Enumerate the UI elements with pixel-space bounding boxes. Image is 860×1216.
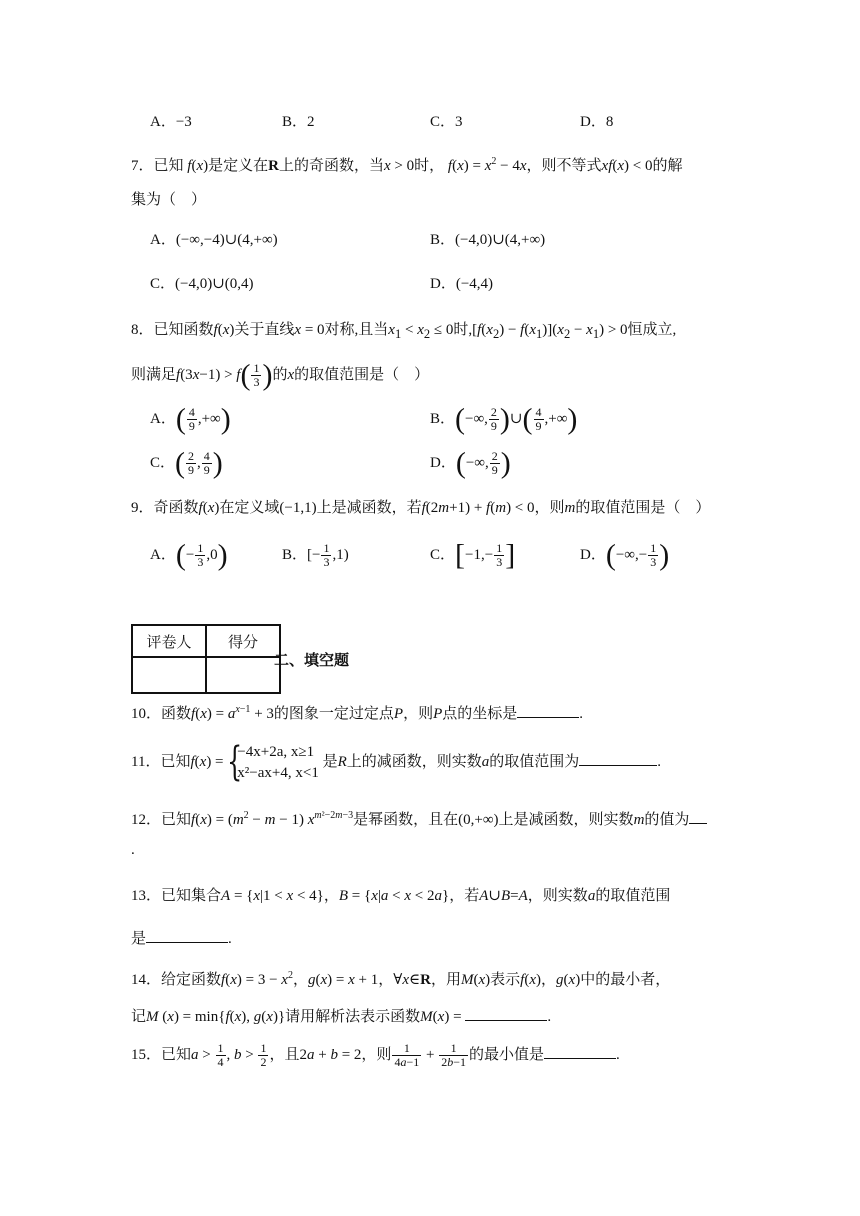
q15-answer-blank[interactable] [544, 1044, 616, 1059]
q12-stem: 12．已知$f(x) = (m^2 - m - 1)$ $x^{m^2-2m-3}$是幂函数，且在(0,+∞)上是减函数，则实数m的值为 [131, 806, 707, 830]
q8-option-b: B．(−∞, $\frac{2}{9}$ )∪( $\frac{4}{9}$ ,+∞) [430, 402, 578, 436]
q13-stem-line2: 是 . [131, 928, 232, 949]
score-table-header-score: 得分 [206, 625, 280, 657]
q6-option-b: B．2 [282, 114, 315, 130]
q12-answer-blank[interactable] [689, 809, 707, 824]
q9-option-c: C．[−1,− $\frac{1}{3}$ ] [430, 538, 516, 572]
q8-stem-line2: 则满足f(3x−1) > f( $\frac{1}{3}$ )的x的取值范围是（ ） [131, 358, 430, 392]
q7-stem-line1: 7．已知 f(x)是定义在R上的奇函数，当x > 0时， $f(x) = x^2 - 4x$，则不等式xf(x) < 0的解 [131, 156, 683, 174]
q14-stem-line2: 记M (x) = min{f(x), g(x)}请用解析法表示函数M(x) = . [131, 1006, 551, 1027]
section-title: 二、填空题 [274, 651, 350, 669]
q13-stem-line1: 13．已知集合A = {x|1 < x < 4}，B = {x|a < x < 2a}，若A∪B=A，则实数a的取值范围 [131, 888, 671, 904]
q10-answer-blank[interactable] [517, 703, 579, 718]
q14-answer-blank[interactable] [465, 1006, 547, 1021]
q6-option-d: D．8 [580, 114, 614, 130]
q8-option-a: A．( $\frac{4}{9}$ ,+∞) [150, 402, 231, 436]
score-table-score-cell[interactable] [206, 657, 280, 693]
q15-stem: 15．已知a > $\frac{1}{4}$ , b > $\frac{1}{2}$ ，且2a + b = 2，则 $\frac{1}{4a-1}$ + $\frac{1}{2b-1}$ 的最小值是 . [131, 1041, 620, 1070]
q8-option-c: C．( $\frac{2}{9}$ , $\frac{4}{9}$ ) [150, 446, 223, 480]
q12-end: . [131, 842, 135, 858]
q9-option-d: D．(−∞,− $\frac{1}{3}$ ) [580, 538, 670, 572]
q7-option-c: C．(−4,0)∪(0,4) [150, 276, 254, 292]
score-table-grader-cell[interactable] [132, 657, 206, 693]
score-table-header-grader: 评卷人 [132, 625, 206, 657]
q7-option-d: D．(−4,4) [430, 276, 494, 292]
q13-answer-blank[interactable] [146, 928, 228, 943]
q9-option-b: B．[− $\frac{1}{3}$ ,1) [282, 541, 349, 570]
q6-option-a: A．−3 [150, 114, 192, 130]
q8-stem-line1: 8．已知函数f(x)关于直线x = 0对称,且当$x_1 < x_2 \le 0$时$,[f(x_2) - f(x_1)](x_2 - x_1) > 0$恒成立, [131, 322, 677, 341]
q8-option-d: D．(−∞, $\frac{2}{9}$ ) [430, 446, 511, 480]
q11-stem: 11．已知f(x) = { −4x+2a, x≥1 x²−ax+4, x<1 是R上的减函数，则实数a的取值范围为 . [131, 738, 662, 785]
q7-option-a: A．(−∞,−4)∪(4,+∞) [150, 232, 278, 248]
q9-option-a: A．(− $\frac{1}{3}$ ,0) [150, 538, 228, 572]
q9-stem: 9．奇函数f(x)在定义域(−1,1)上是减函数，若f(2m+1) + f(m) < 0，则m的取值范围是（ ） [131, 500, 711, 516]
q10-stem: 10．函数$f(x) = a^{x-1} + 3$的图象一定过定点P，则P点的坐标是 . [131, 704, 584, 722]
q7-option-b: B．(−4,0)∪(4,+∞) [430, 232, 546, 248]
q11-answer-blank[interactable] [579, 751, 657, 766]
q6-option-c: C．3 [430, 114, 463, 130]
score-table [131, 624, 281, 694]
q14-stem-line1: 14．给定函数$f(x) = 3 - x^2$，g(x) = x + 1，∀x∈R，用M(x)表示f(x)，g(x)中的最小者， [131, 970, 671, 988]
q11-piecewise: { −4x+2a, x≥1 x²−ax+4, x<1 [227, 738, 319, 785]
q7-stem-line2: 集为（ ） [131, 192, 207, 208]
